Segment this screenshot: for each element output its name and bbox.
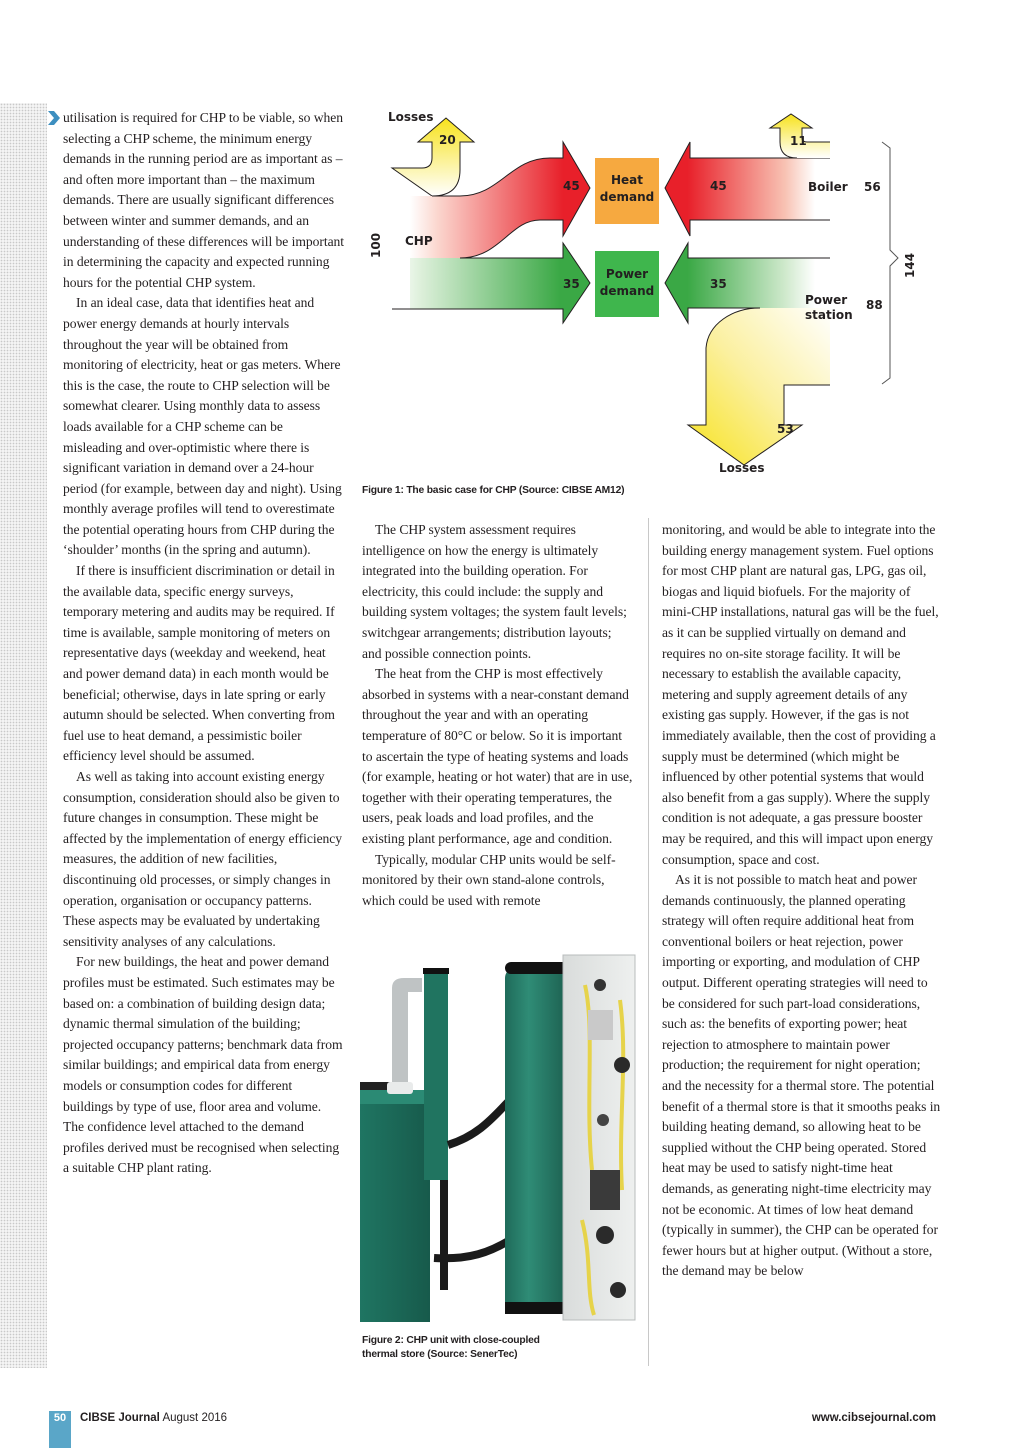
footer-journal-info bbox=[80, 1412, 227, 1424]
station-losses-value: 53 bbox=[777, 422, 794, 436]
figure-1-svg bbox=[360, 100, 920, 480]
figure-1-caption: Figure 1: The basic case for CHP (Source: CIBSE AM12) bbox=[362, 485, 625, 496]
chp-unit-illustration bbox=[360, 940, 640, 1325]
conventional-total-value: 144 bbox=[903, 252, 917, 278]
journal-name: CIBSE Journal bbox=[80, 1412, 160, 1424]
chp-losses-label: Losses bbox=[388, 110, 434, 124]
station-power-value: 35 bbox=[710, 277, 727, 291]
paragraph: utilisation is required for CHP to be viable, so when selecting a CHP scheme, the minimum energy demands in the running period are as important as – and often more important than – the maximum demands. There are usually significant differences between winter and summer demands, and an understanding of these differences will be important in determining the capacity and expected running hours for the potential CHP system. bbox=[63, 110, 345, 290]
article-column-middle bbox=[362, 520, 634, 911]
station-input-value: 88 bbox=[866, 298, 883, 312]
figure-2-caption-line2: thermal store (Source: SenerTec) bbox=[362, 1349, 518, 1360]
heat-demand-label-line1: Heat bbox=[610, 173, 644, 187]
figure-2-caption bbox=[362, 1334, 622, 1362]
article-column-left bbox=[63, 108, 345, 1179]
journal-issue: August 2016 bbox=[162, 1412, 228, 1424]
continued-chevron-icon bbox=[48, 111, 60, 125]
chp-power-value: 35 bbox=[563, 277, 580, 291]
article-column-right bbox=[662, 520, 942, 1282]
power-demand-label-line2: demand bbox=[599, 284, 655, 298]
power-demand-label-line1: Power bbox=[605, 267, 649, 281]
journal-url: www.cibsejournal.com bbox=[811, 1412, 936, 1424]
heat-demand-label-line2: demand bbox=[599, 190, 655, 204]
paragraph: As it is not possible to match heat and power demands continuously, the planned operating strategy will often require additional heat from conventional boilers or heat rejection, power importing or exporting, and modulation of CHP output. Different operating strategies will need to be considered for such part-load considerations, such as: the benefits of exporting power; heat rejection to atmosphere to maintain power production; the requirement for night operation; and the necessity for a thermal store. The potential benefit of a thermal store is that it smooths peaks in building heating demand, so allowing heat to be supplied without the CHP being operated. Stored heat may be used to satisfy night-time heat demands, as generating night-time electricity may not be economic. At times of low heat demand (typically in summer), the CHP can be operated for fewer hours but at higher output. (Without a store, the demand may be below bbox=[662, 872, 941, 1279]
paragraph: monitoring, and would be able to integrate into the building energy management system. Fuel options for most CHP plant are natural gas, LPG, gas oil, biogas and liquid biofuels. For the majority of mini-CHP installations, natural gas will be the fuel, as it can be supplied virtually on demand and requires no on-site storage facility. It will be necessary to establish the available capacity, metering and supply agreement details of any existing gas supply. However, if the gas is not immediately available, then the cost of providing a supply must be determined (which might be influenced by other potential systems that would also benefit from a gas supply). Where the supply condition is not adequate, a gas pressure booster may be required, and this will impact upon energy consumption, space and cost. bbox=[662, 522, 939, 867]
page-number: 50 bbox=[53, 1412, 67, 1424]
station-losses-arrow bbox=[688, 308, 830, 465]
paragraph: The heat from the CHP is most effectively absorbed in systems with a near-constant demand throughout the year and with an operating temperature of 80°C or below. So it is important to ascertain the type of heating systems and loads (for example, heating or hot water) that are in use, together with their operating temperatures, the users, peak loads and load profiles, and the existing plant performance, age and condition. bbox=[362, 666, 633, 846]
station-label-line1: Power bbox=[805, 293, 848, 307]
boiler-label: Boiler bbox=[808, 180, 848, 194]
paragraph: Typically, modular CHP units would be self-monitored by their own stand-alone controls, which could be used with remote bbox=[362, 851, 616, 908]
boiler-losses-value: 11 bbox=[790, 134, 807, 148]
chp-losses-value: 20 bbox=[439, 133, 456, 147]
column-divider bbox=[648, 518, 649, 1366]
chp-losses-arrow bbox=[392, 118, 474, 196]
paragraph: If there is insufficient discrimination or detail in the available data, specific energy surveys, temporary metering and audits may be required. If time is available, sample monitoring of meters on representative days (weekday and weekend, heat and power demand data) in each month would be beneficial; otherwise, days in late spring or early autumn should be selected. When converting from fuel use to heat demand, a pessimistic boiler efficiency level should be assumed. bbox=[63, 563, 335, 764]
paragraph: As well as taking into account existing energy consumption, consideration should also be given to future changes in consumption. These might be affected by the implementation of energy efficiency measures, the addition of new facilities, discontinuing old processes, or simply changes in operation, organisation or occupancy patterns. These aspects may be evaluated by undertaking sensitivity analyses of any calculations. bbox=[63, 769, 343, 949]
boiler-heat-value: 45 bbox=[710, 179, 727, 193]
margin-pattern bbox=[0, 103, 47, 1368]
paragraph: For new buildings, the heat and power demand profiles must be estimated. Such estimates may be based on: a combination of building design data; dynamic thermal simulation of the building; projected occupancy patterns; benchmark data from similar buildings; and empirical data from energy models or consumption codes for different buildings by type of use, floor area and volume. The confidence level attached to the demand profiles derived must be recognised when selecting a suitable CHP plant rating. bbox=[63, 954, 343, 1176]
chp-label: CHP bbox=[405, 234, 433, 248]
figure-2-caption-line1: Figure 2: CHP unit with close-coupled bbox=[362, 1335, 540, 1346]
paragraph: In an ideal case, data that identifies heat and power energy demands at hourly intervals throughout the year will be obtained from monitoring of electricity, heat or gas meters. Where this is the case, the route to CHP selection will be somewhat clearer. Using monthly data to assess loads available for a CHP scheme can be misleading and over-optimistic where there is significant variation in demand over a 24-hour period (for example, between day and night). Using monthly average profiles will tend to overestimate the potential operating hours from CHP during the ‘shoulder’ months (in the spring and autumn). bbox=[63, 295, 342, 558]
station-losses-label: Losses bbox=[719, 461, 765, 475]
figure-2-chp-unit-photo bbox=[360, 940, 640, 1325]
chp-input-value: 100 bbox=[369, 232, 383, 258]
total-brace bbox=[882, 142, 898, 384]
figure-1-sankey-diagram bbox=[360, 100, 920, 480]
paragraph: The CHP system assessment requires intelligence on how the energy is ultimately integrated into the building operation. For electricity, this could include: the supply and building system voltages; the system fault levels; switchgear arrangements; distribution layouts; and possible connection points. bbox=[362, 522, 627, 661]
station-label-line2: station bbox=[805, 308, 853, 322]
boiler-input-value: 56 bbox=[864, 180, 881, 194]
chp-heat-value: 45 bbox=[563, 179, 580, 193]
